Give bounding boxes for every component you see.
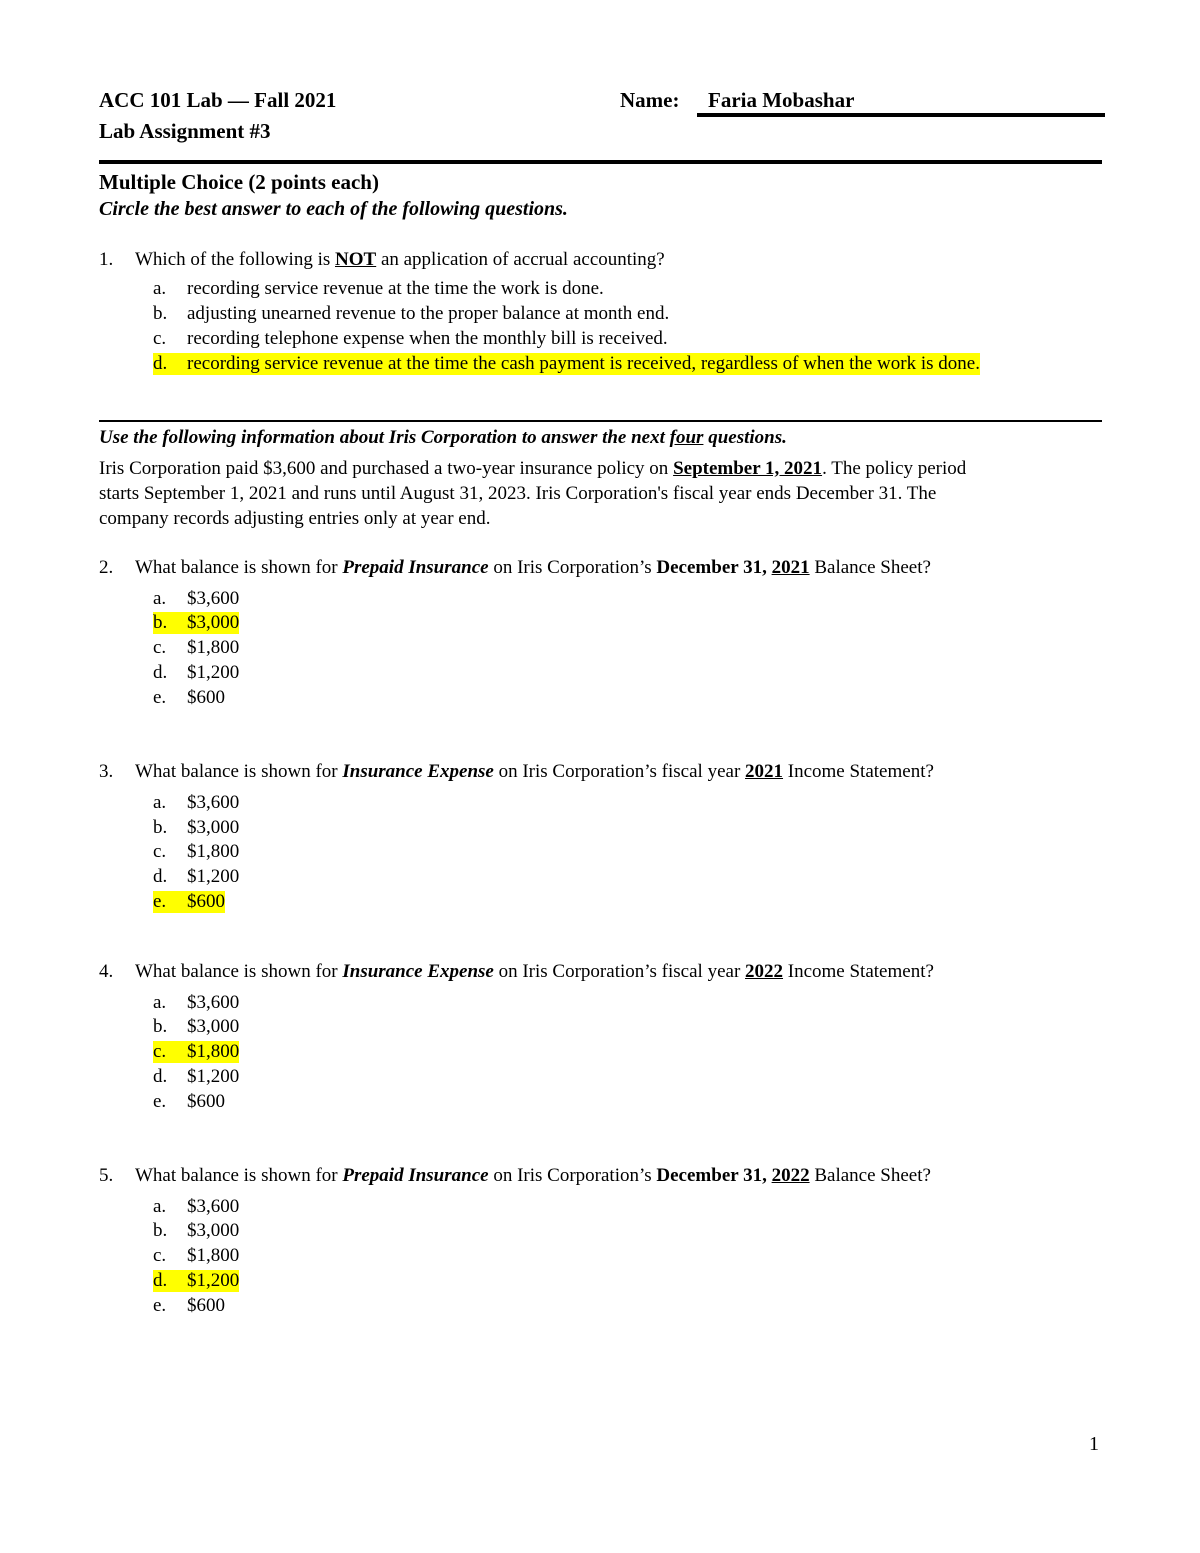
q1-option-b[interactable]: b. adjusting unearned revenue to the proper balance at month end. xyxy=(153,303,670,324)
question-5: 5. What balance is shown for Prepaid Insurance on Iris Corporation’s December 31, 2022 Balance Sheet? xyxy=(99,1165,931,1186)
q5-option-b[interactable]: b. $3,000 xyxy=(153,1220,240,1241)
q1-option-d-selected[interactable]: d. recording service revenue at the time the cash payment is received, regardless of when the work is done. xyxy=(153,353,980,374)
q4-option-c-selected[interactable]: c. $1,800 xyxy=(153,1041,240,1062)
q4-option-e[interactable]: e. $600 xyxy=(153,1091,225,1112)
name-value: Faria Mobashar xyxy=(708,88,855,112)
section-instruction: Circle the best answer to each of the following questions. xyxy=(99,198,568,220)
q3-option-b[interactable]: b. $3,000 xyxy=(153,817,240,838)
q2-option-c[interactable]: c. $1,800 xyxy=(153,637,240,658)
info-line-2: starts September 1, 2021 and runs until August 31, 2023. Iris Corporation's fiscal year ends December 31. The xyxy=(99,483,937,504)
q1-option-c[interactable]: c. recording telephone expense when the monthly bill is received. xyxy=(153,328,668,349)
page-number: 1 xyxy=(1089,1433,1099,1455)
q5-option-e[interactable]: e. $600 xyxy=(153,1295,225,1316)
q4-option-a[interactable]: a. $3,600 xyxy=(153,992,240,1013)
info-heading: Use the following information about Iris Corporation to answer the next four questions. xyxy=(99,427,787,448)
name-label: Name: xyxy=(620,88,680,112)
q5-option-a[interactable]: a. $3,600 xyxy=(153,1196,240,1217)
q4-option-b[interactable]: b. $3,000 xyxy=(153,1016,240,1037)
question-3: 3. What balance is shown for Insurance Expense on Iris Corporation’s fiscal year 2021 Income Statement? xyxy=(99,761,934,782)
name-underline xyxy=(697,113,1105,117)
q4-option-d[interactable]: d. $1,200 xyxy=(153,1066,240,1087)
question-number: 1. xyxy=(99,249,114,270)
info-line-1: Iris Corporation paid $3,600 and purchased a two-year insurance policy on September 1, 2021. The policy period xyxy=(99,458,967,479)
course-title: ACC 101 Lab — Fall 2021 xyxy=(99,88,337,112)
q3-option-a[interactable]: a. $3,600 xyxy=(153,792,240,813)
section-title: Multiple Choice (2 points each) xyxy=(99,170,379,194)
q3-option-c[interactable]: c. $1,800 xyxy=(153,841,240,862)
header-rule xyxy=(99,160,1102,164)
q2-option-a[interactable]: a. $3,600 xyxy=(153,588,240,609)
q3-option-d[interactable]: d. $1,200 xyxy=(153,866,240,887)
q1-option-a[interactable]: a. recording service revenue at the time the work is done. xyxy=(153,278,604,299)
q3-option-e-selected[interactable]: e. $600 xyxy=(153,891,225,912)
section-divider xyxy=(99,420,1102,422)
q2-option-d[interactable]: d. $1,200 xyxy=(153,662,240,683)
info-line-3: company records adjusting entries only at year end. xyxy=(99,508,491,529)
question-2: 2. What balance is shown for Prepaid Insurance on Iris Corporation’s December 31, 2021 Balance Sheet? xyxy=(99,557,931,578)
purchase-date: September 1, 2021 xyxy=(673,458,823,479)
emphasis-not: NOT xyxy=(335,249,377,270)
q2-option-e[interactable]: e. $600 xyxy=(153,687,225,708)
question-1: 1. Which of the following is NOT an application of accrual accounting? xyxy=(99,249,665,270)
q5-option-c[interactable]: c. $1,800 xyxy=(153,1245,240,1266)
q2-option-b-selected[interactable]: b. $3,000 xyxy=(153,612,240,633)
q5-option-d-selected[interactable]: d. $1,200 xyxy=(153,1270,240,1291)
assignment-title: Lab Assignment #3 xyxy=(99,119,271,143)
question-4: 4. What balance is shown for Insurance Expense on Iris Corporation’s fiscal year 2022 Income Statement? xyxy=(99,961,934,982)
